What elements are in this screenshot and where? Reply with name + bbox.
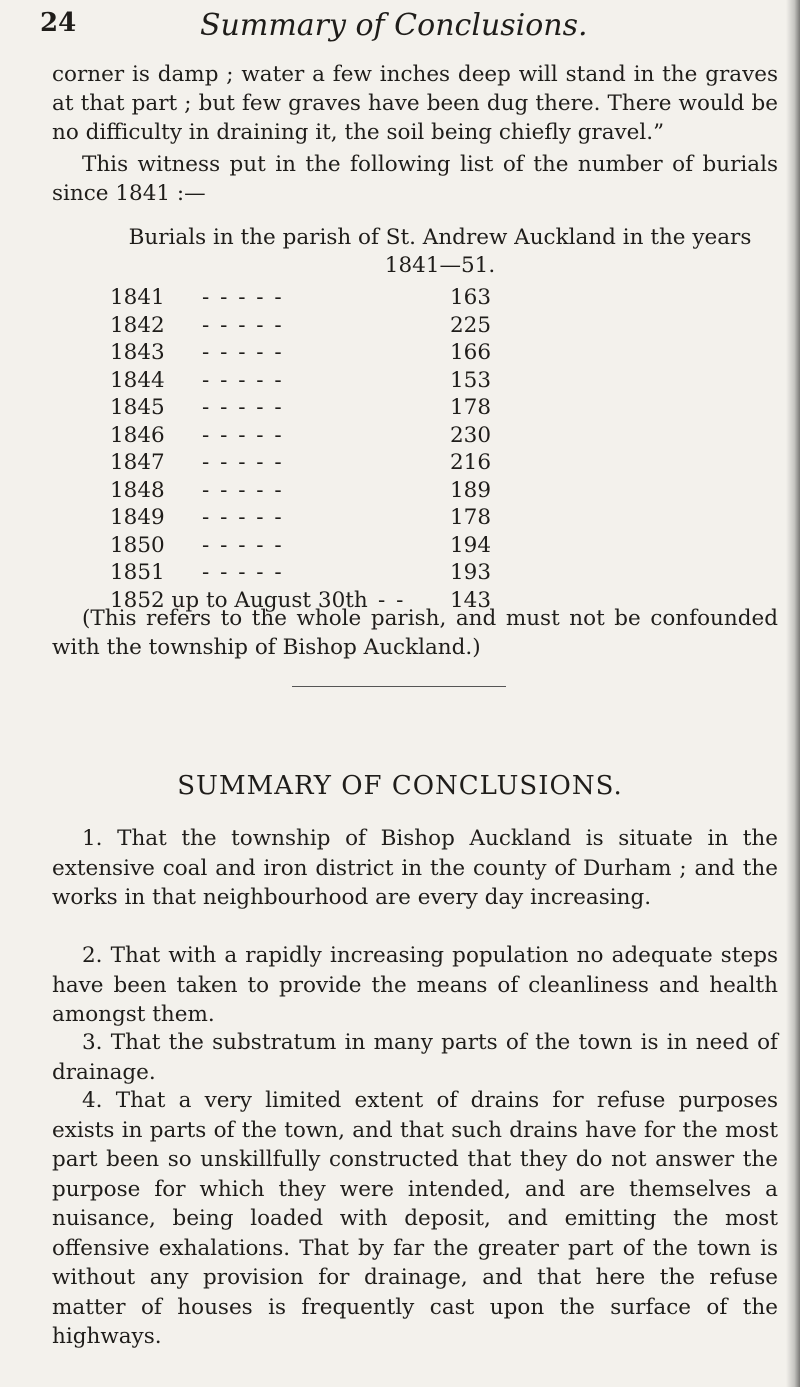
- dash-leader: - - - - -: [202, 560, 284, 585]
- burial-year: 1846: [110, 422, 165, 448]
- burial-year: 1841: [110, 285, 165, 310]
- burial-final-label: 1852 up to August 30th: [110, 587, 368, 613]
- burial-row: [110, 312, 530, 340]
- burial-year: 1848: [110, 477, 165, 503]
- burial-year: 1844: [110, 367, 165, 393]
- burial-row: [110, 449, 530, 477]
- burial-year: 1847: [110, 450, 165, 475]
- running-head: [0, 8, 800, 48]
- conclusion-1: 1. That the township of Bishop Auckland is situate in the extensive coal and iron district in the county of Durham ; and the works in that neighbourhood are every day increasing.: [52, 826, 778, 910]
- burial-year: 1843: [110, 340, 165, 365]
- burial-row: [110, 504, 530, 532]
- burial-count: 153: [450, 367, 492, 393]
- dash-leader: - - - - -: [202, 477, 284, 503]
- burial-count: 216: [450, 450, 492, 475]
- section-divider: [292, 686, 506, 687]
- dash-leader: - - - - -: [202, 312, 284, 338]
- burial-row: [110, 284, 530, 312]
- burial-count: 194: [450, 532, 492, 558]
- burial-count: 225: [450, 312, 492, 338]
- list-intro-paragraph: This witness put in the following list of the number of burials since 1841 :—: [52, 152, 778, 206]
- burial-count: 189: [450, 477, 492, 503]
- running-title: Summary of Conclusions.: [200, 8, 588, 43]
- burial-row: [110, 367, 530, 395]
- burial-year: 1845: [110, 395, 165, 420]
- burial-count: 166: [450, 340, 492, 365]
- burial-final-count: 143: [450, 587, 492, 613]
- burial-year: 1850: [110, 532, 165, 558]
- burial-row: [110, 477, 530, 505]
- burial-count: 178: [450, 505, 492, 530]
- burial-count: 230: [450, 422, 492, 448]
- section-heading: SUMMARY OF CONCLUSIONS.: [177, 771, 623, 801]
- burial-count: 163: [450, 285, 492, 310]
- page-edge-shadow: [786, 0, 800, 1387]
- burial-row: [110, 339, 530, 367]
- conclusion-2: 2. That with a rapidly increasing population no adequate steps have been taken to provide the means of cleanliness and health amongst them.: [52, 943, 778, 1027]
- dash-leader: - - - - -: [202, 367, 284, 393]
- conclusion-3: 3. That the substratum in many parts of the town is in need of drainage.: [52, 1030, 778, 1085]
- dash-leader: - - - - -: [202, 450, 284, 475]
- burial-year: 1849: [110, 505, 165, 530]
- burial-row: [110, 559, 530, 587]
- dash-leader: - - - - -: [202, 340, 284, 365]
- dash-leader: - - - - -: [202, 395, 284, 420]
- burial-year: 1851: [110, 560, 165, 585]
- dash-leader: - - - - -: [202, 285, 284, 310]
- burial-count: 193: [450, 560, 492, 585]
- burial-count: 178: [450, 395, 492, 420]
- burial-row: [110, 532, 530, 560]
- burial-row: [110, 422, 530, 450]
- burial-table-caption: Burials in the parish of St. Andrew Auckland in the years 1841—51.: [128, 225, 752, 278]
- page-number: 24: [40, 8, 77, 38]
- burial-table: [110, 284, 530, 614]
- dash-leader: - - - - -: [202, 422, 284, 448]
- conclusion-4: 4. That a very limited extent of drains for refuse purposes exists in parts of the town, and that such drains have for the most part been so unskillfully constructed that they do not answer the purpose for which they were intended, and are themselves a nuisance, being loaded with deposit, and emitting the most offensive exhalations. That by far the greater part of the town is without any provision for drainage, and that here the refuse matter of houses is frequently cast upon the surface of the highways.: [52, 1088, 778, 1349]
- intro-paragraph: corner is damp ; water a few inches deep will stand in the graves at that part ; but few graves have been dug there. There would be no difficulty in draining it, the soil being chiefly gravel.”: [52, 62, 778, 145]
- dash-leader: - -: [378, 587, 406, 613]
- parish-note: (This refers to the whole parish, and must not be confounded with the township of Bishop Auckland.): [52, 606, 778, 660]
- dash-leader: - - - - -: [202, 505, 284, 530]
- dash-leader: - - - - -: [202, 532, 284, 558]
- burial-row: [110, 394, 530, 422]
- burial-year: 1842: [110, 312, 165, 338]
